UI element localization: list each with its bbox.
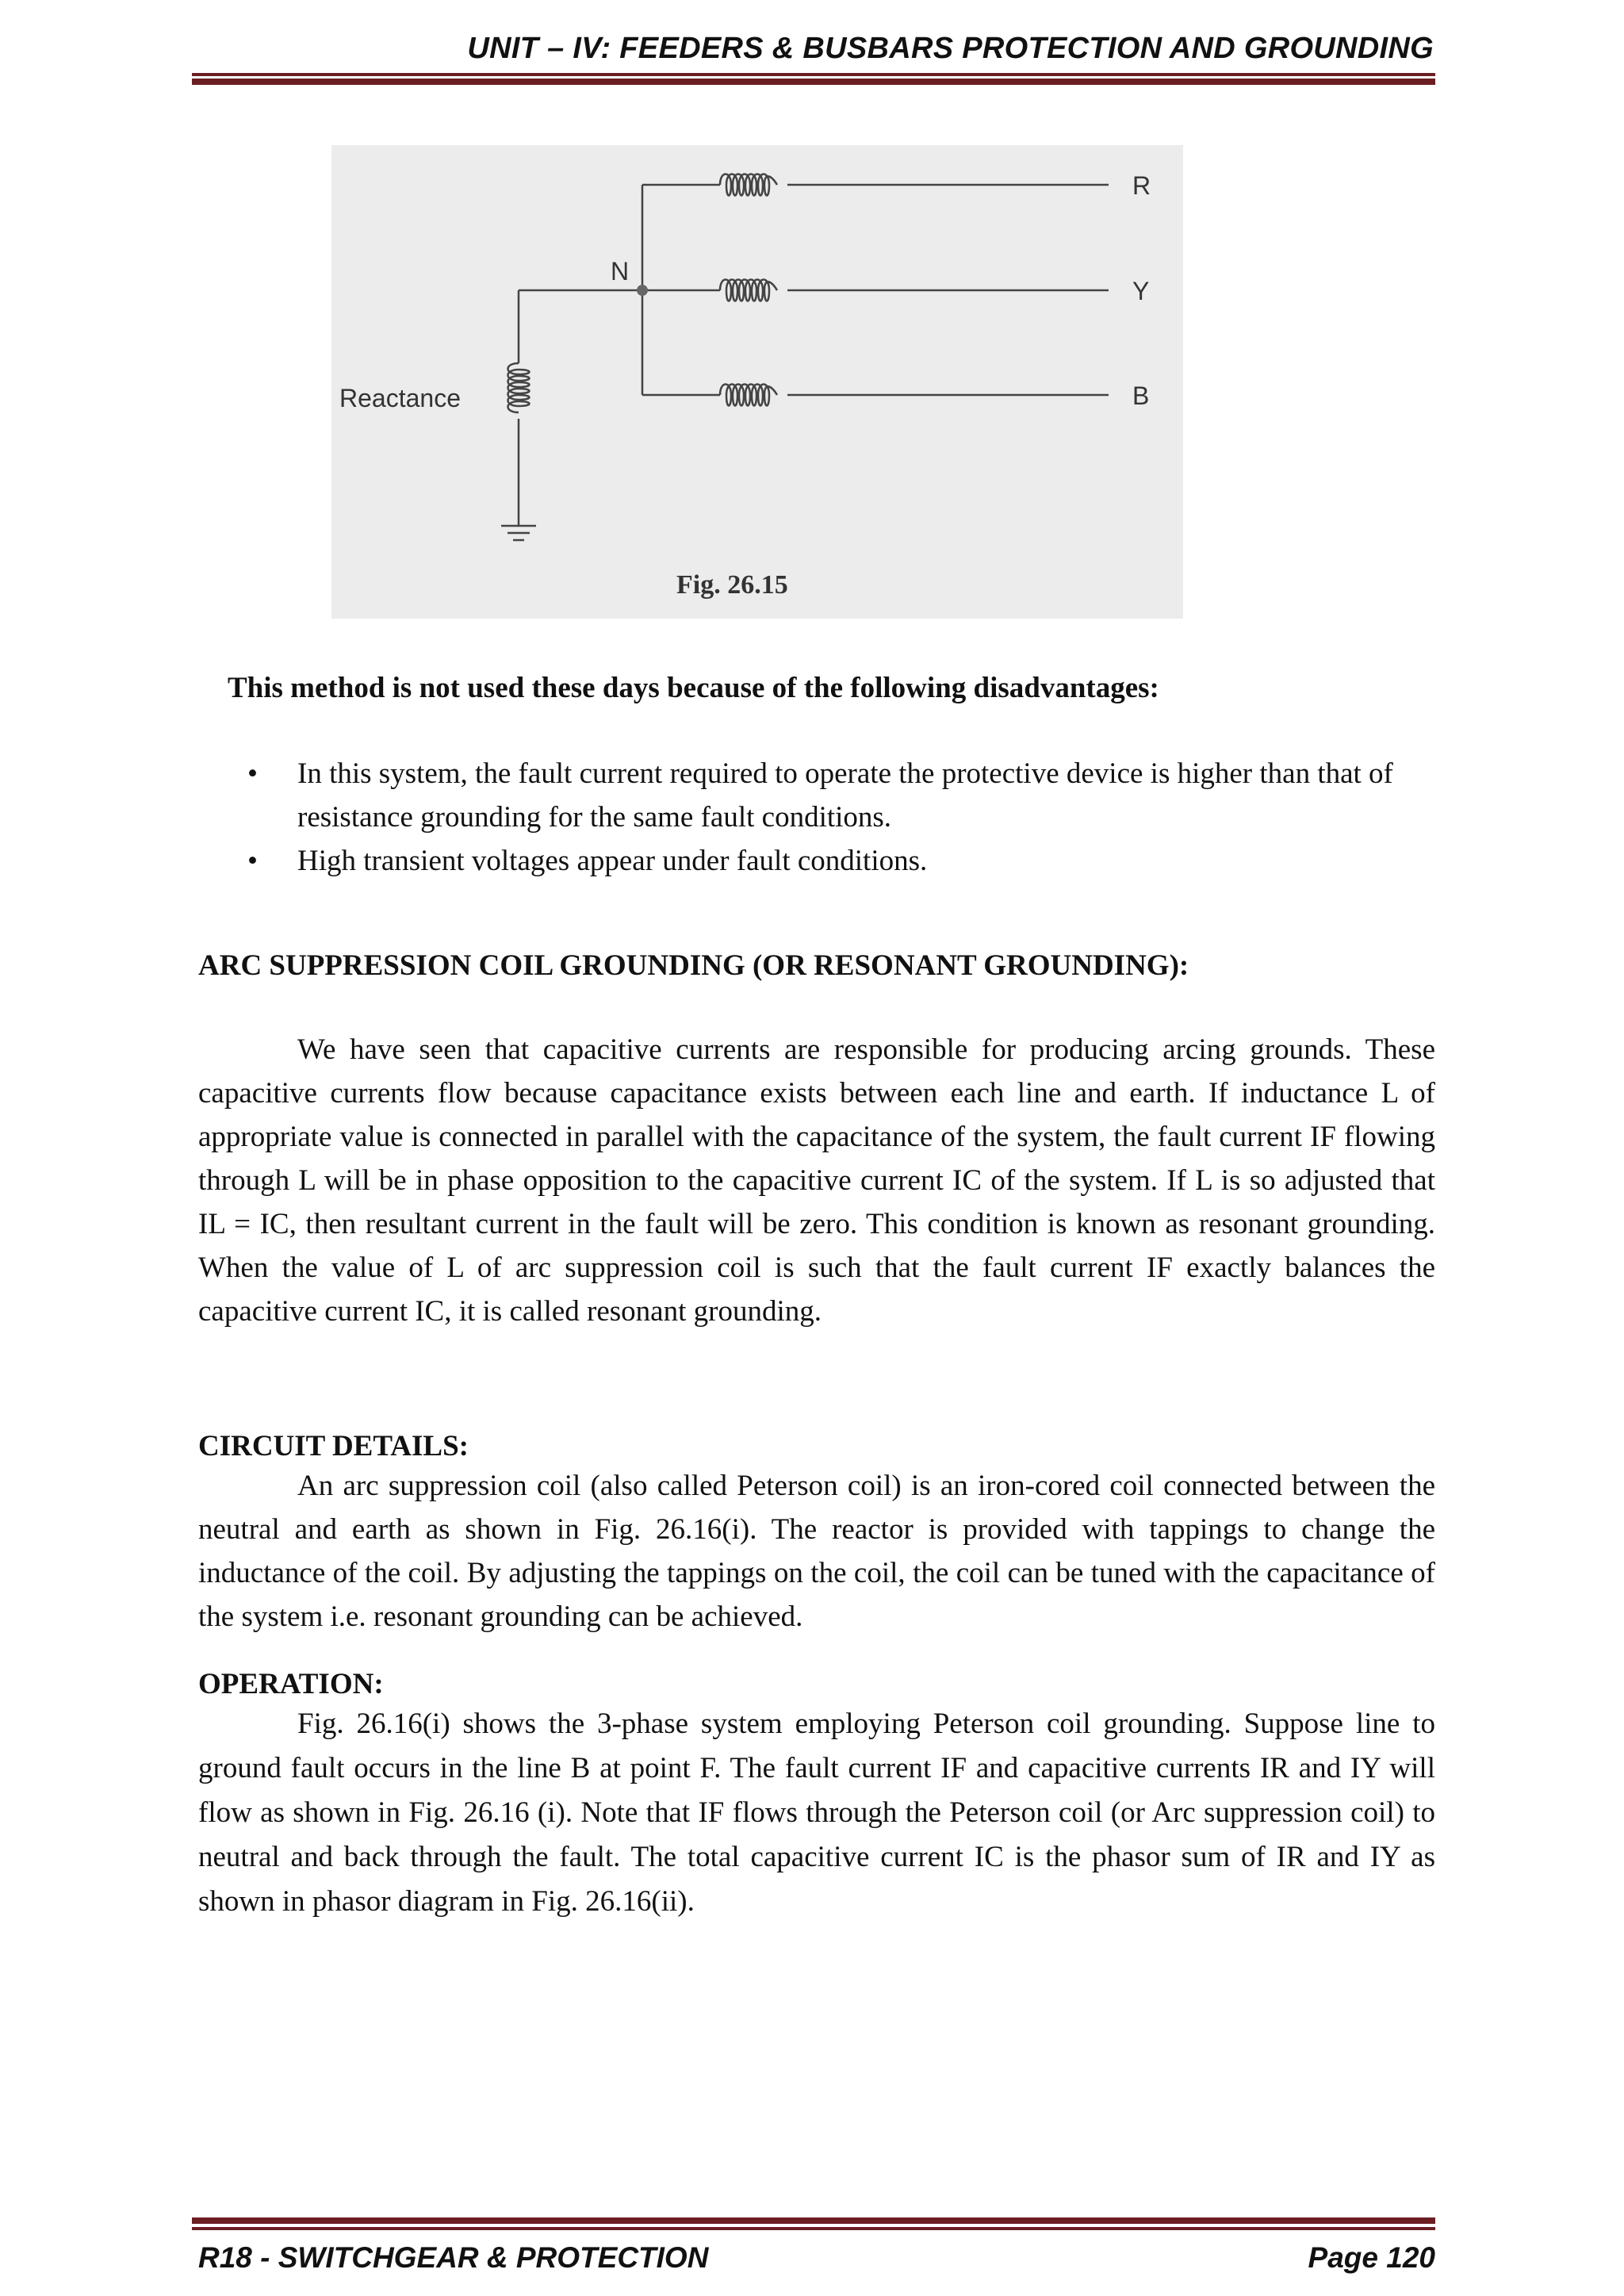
circuit-details-heading: CIRCUIT DETAILS:	[198, 1430, 469, 1462]
header-rule-thick	[192, 79, 1435, 85]
neutral-node-dot	[637, 285, 648, 296]
arc-section-heading: ARC SUPPRESSION COIL GROUNDING (OR RESONANT GROUNDING):	[198, 949, 1189, 982]
phase-b-label: B	[1132, 381, 1150, 410]
y-coil	[720, 280, 777, 301]
footer-rule-thin	[192, 2227, 1435, 2230]
circuit-diagram	[331, 145, 1183, 619]
bullet-icon: •	[247, 845, 258, 877]
reactance-coil	[508, 363, 530, 412]
header-rule-thin	[192, 73, 1435, 76]
footer-rule-thick	[192, 2217, 1435, 2224]
page-header-title: UNIT – IV: FEEDERS & BUSBARS PROTECTION AND GROUNDING	[467, 32, 1434, 65]
disadvantages-lead: This method is not used these days because of the following disadvantages:	[228, 672, 1159, 704]
list-item: • High transient voltages appear under fault conditions.	[238, 839, 1435, 883]
neutral-label: N	[611, 257, 630, 286]
figure-caption: Fig. 26.15	[676, 570, 788, 600]
circuit-details-paragraph: An arc suppression coil (also called Peterson coil) is an iron-cored coil connected between the neutral and earth as shown in Fig. 26.16(i). The reactor is provided with tappings to change the inductance of the coil. By adjusting the tappings on the coil, the coil can be tuned with the capacitance of the system i.e. resonant grounding can be achieved.	[198, 1470, 1435, 1633]
b-coil	[720, 385, 777, 406]
r-coil	[720, 174, 777, 196]
reactance-grounding-figure	[331, 145, 1183, 619]
operation-heading: OPERATION:	[198, 1668, 384, 1700]
reactance-label: Reactance	[339, 384, 461, 412]
phase-r-label: R	[1132, 171, 1151, 200]
disadvantages-list	[238, 752, 1435, 883]
operation-paragraph: Fig. 26.16(i) shows the 3-phase system employing Peterson coil grounding. Suppose line to ground fault occurs in the line B at point F. The fault current IF and capacitive currents IR and IY will flow as shown in Fig. 26.16 (i). Note that IF flows through the Peterson coil (or Arc suppression coil) to neutral and back through the fault. The total capacitive current IC is the phasor sum of IR and IY as shown in phasor diagram in Fig. 26.16(ii).	[198, 1708, 1435, 1918]
footer-page-number: Page 120	[1308, 2241, 1435, 2274]
list-item: • In this system, the fault current required to operate the protective device is higher than that of resistance grounding for the same fault conditions.	[238, 752, 1435, 839]
bullet-icon: •	[247, 757, 258, 790]
phase-y-label: Y	[1132, 277, 1150, 305]
footer-course-title: R18 - SWITCHGEAR & PROTECTION	[198, 2241, 709, 2274]
arc-section-paragraph: We have seen that capacitive currents are responsible for producing arcing grounds. These capacitive currents flow because capacitance exists between each line and earth. If inductance L of appropriate value is connected in parallel with the capacitance of the system, the fault current IF flowing through L will be in phase opposition to the capacitive current IC of the system. If L is so adjusted that IL = IC, then resultant current in the fault will be zero. This condition is known as resonant grounding. When the value of L of arc suppression coil is such that the fault current IF exactly balances the capacitive current IC, it is called resonant grounding.	[198, 1033, 1435, 1328]
